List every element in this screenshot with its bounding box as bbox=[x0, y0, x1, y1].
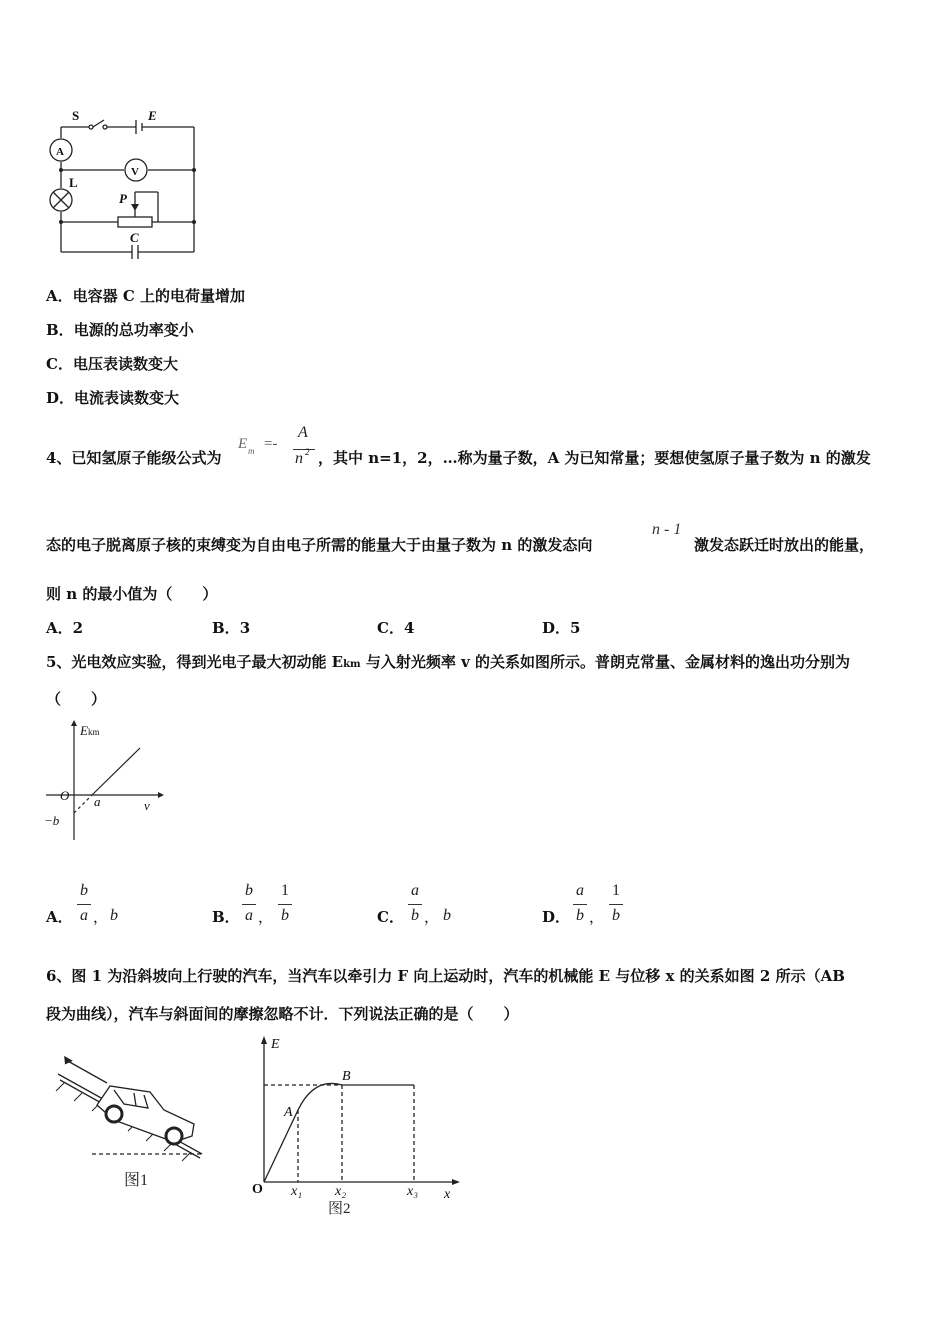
option-letter: A． bbox=[46, 287, 73, 305]
fig2-x1-label: x₁ bbox=[291, 1184, 303, 1199]
graph-x-label: v bbox=[144, 798, 150, 813]
circuit-label-e: E bbox=[148, 108, 157, 123]
option-letter: C． bbox=[377, 908, 404, 926]
option-text: 电压表读数变大 bbox=[72, 355, 178, 373]
option-letter: A． bbox=[46, 908, 73, 926]
option-extra-denominator: b bbox=[612, 907, 620, 924]
q4-option-d[interactable] bbox=[542, 618, 580, 638]
fraction-bar bbox=[242, 904, 256, 905]
graph-x-intercept-label: a bbox=[94, 794, 101, 809]
option-extra: b bbox=[443, 907, 451, 924]
option-denominator: a bbox=[245, 907, 253, 924]
q3-option-a[interactable] bbox=[46, 286, 245, 306]
q3-option-d[interactable] bbox=[46, 388, 179, 408]
option-letter: D． bbox=[542, 619, 571, 637]
fig2-x-label: x bbox=[444, 1187, 451, 1202]
formula-lhs: E bbox=[238, 436, 248, 452]
option-numerator: a bbox=[576, 882, 584, 899]
option-letter: B． bbox=[46, 321, 74, 339]
q3-option-c[interactable] bbox=[46, 354, 178, 374]
fig2-caption: 图2 bbox=[328, 1201, 351, 1217]
q5-option-a[interactable] bbox=[46, 880, 186, 930]
q4-line2-suffix: 激发态跃迁时放出的能量， bbox=[694, 536, 875, 554]
fig2-x2-label: x₂ bbox=[335, 1184, 347, 1199]
fig2-point-b: B bbox=[342, 1069, 351, 1084]
option-separator: ， bbox=[424, 908, 440, 926]
option-denominator: a bbox=[80, 907, 88, 924]
energy-displacement-graph bbox=[244, 1032, 469, 1222]
fraction-bar bbox=[77, 904, 91, 905]
option-separator: ， bbox=[589, 908, 605, 926]
fraction-bar bbox=[609, 904, 623, 905]
option-letter: B． bbox=[212, 908, 240, 926]
formula-sup: 2 bbox=[305, 447, 310, 457]
graph-y-label: Ekm bbox=[80, 723, 100, 738]
q5-line1-prefix: 5、光电效应实验，得到光电子最大初动能 E bbox=[46, 653, 344, 671]
q4-option-c[interactable] bbox=[377, 618, 414, 638]
q4-option-b[interactable] bbox=[212, 618, 250, 638]
fraction-bar bbox=[278, 904, 292, 905]
option-denominator: b bbox=[576, 907, 584, 924]
q6-line1: 6、图 1 为沿斜坡向上行驶的汽车，当汽车以牵引力 F 向上运动时，汽车的机械能 E 与位移 x 的关系如图 2 所示（AB bbox=[46, 967, 845, 985]
option-denominator: b bbox=[411, 907, 419, 924]
formula-eq: =- bbox=[264, 436, 278, 452]
fig2-point-a: A bbox=[284, 1105, 293, 1120]
circuit-label-v: V bbox=[131, 166, 139, 178]
q4-option-a[interactable] bbox=[46, 618, 83, 638]
option-letter: C． bbox=[377, 619, 404, 637]
option-letter: A． bbox=[46, 619, 73, 637]
q5-option-b[interactable] bbox=[212, 880, 352, 930]
option-separator: ， bbox=[258, 908, 274, 926]
ekm-frequency-graph bbox=[42, 718, 172, 848]
car-on-slope-figure bbox=[52, 1050, 212, 1195]
q4-inline-expr: n - 1 bbox=[652, 521, 682, 538]
option-text: 3 bbox=[239, 619, 251, 637]
option-text: 5 bbox=[570, 619, 581, 637]
option-extra-denominator: b bbox=[281, 907, 289, 924]
graph-y-intercept-label: −b bbox=[44, 813, 60, 828]
formula-num: A bbox=[298, 424, 308, 441]
option-extra: b bbox=[110, 907, 118, 924]
q4-line3: 则 n 的最小值为（ ） bbox=[46, 585, 218, 603]
option-text: 4 bbox=[403, 619, 415, 637]
q4-line1-prefix: 4、已知氢原子能级公式为 bbox=[46, 449, 222, 467]
q5-line1-suffix: 与入射光频率 v 的关系如图所示。普朗克常量、金属材料的逸出功分别为 bbox=[360, 653, 851, 671]
circuit-diagram bbox=[44, 100, 204, 260]
q5-line2: （ ） bbox=[46, 690, 107, 708]
fraction-bar bbox=[573, 904, 587, 905]
q4-line2-prefix: 态的电子脱离原子核的束缚变为自由电子所需的能量大于由量子数为 n 的激发态向 bbox=[46, 536, 593, 554]
option-text: 电源的总功率变小 bbox=[73, 321, 194, 339]
q4-line1-suffix: ，其中 n=1，2，…称为量子数，A 为已知常量；要想使氢原子量子数为 n 的激发 bbox=[318, 449, 871, 467]
q3-option-b[interactable] bbox=[46, 320, 194, 340]
option-letter: D． bbox=[542, 908, 571, 926]
formula-den: n bbox=[295, 450, 303, 467]
circuit-label-l: L bbox=[69, 175, 78, 190]
circuit-label-c: C bbox=[130, 230, 139, 245]
option-numerator: b bbox=[245, 882, 253, 899]
q5-line1 bbox=[46, 652, 850, 675]
q5-option-c[interactable] bbox=[377, 880, 517, 930]
q5-line1-sub: km bbox=[343, 659, 361, 670]
graph-origin-label: O bbox=[60, 788, 70, 803]
fig2-origin-label: O bbox=[252, 1182, 263, 1197]
option-text: 电容器 C 上的电荷量增加 bbox=[72, 287, 246, 305]
circuit-label-a: A bbox=[56, 146, 64, 158]
fig2-x3-label: x₃ bbox=[407, 1184, 419, 1199]
circuit-label-p: P bbox=[119, 191, 127, 206]
option-text: 电流表读数变大 bbox=[74, 389, 180, 407]
fig1-caption: 图1 bbox=[124, 1172, 149, 1189]
fig2-y-label: E bbox=[271, 1037, 280, 1052]
formula-sub: m bbox=[248, 446, 255, 456]
circuit-label-s: S bbox=[72, 108, 80, 123]
option-text: 2 bbox=[72, 619, 84, 637]
fraction-bar bbox=[408, 904, 422, 905]
option-extra-numerator: 1 bbox=[612, 882, 620, 899]
option-letter: B． bbox=[212, 619, 240, 637]
option-separator: ， bbox=[93, 908, 109, 926]
q5-option-d[interactable] bbox=[542, 880, 682, 930]
option-letter: C． bbox=[46, 355, 73, 373]
option-numerator: a bbox=[411, 882, 419, 899]
q4-energy-formula bbox=[238, 424, 318, 472]
option-numerator: b bbox=[80, 882, 88, 899]
option-letter: D． bbox=[46, 389, 75, 407]
q6-line2: 段为曲线），汽车与斜面间的摩擦忽略不计．下列说法正确的是（ ） bbox=[46, 1005, 519, 1023]
option-extra-numerator: 1 bbox=[281, 882, 289, 899]
